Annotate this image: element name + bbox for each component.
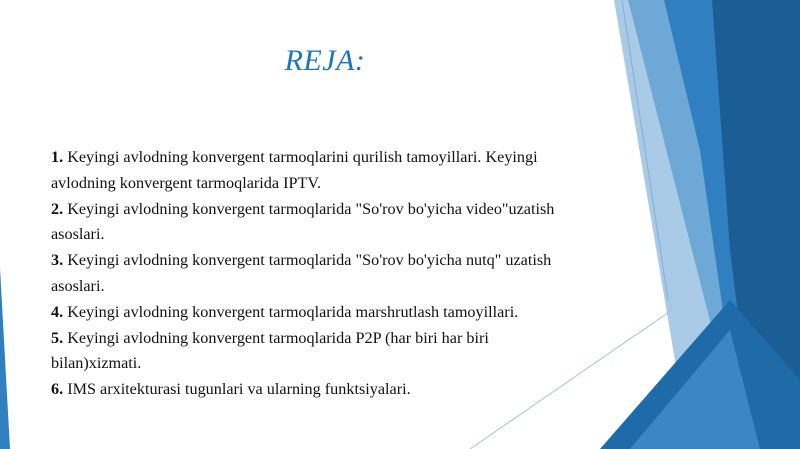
item-text: Keyingi avlodning konvergent tarmoqlarida "So'rov bo'yicha video"uzatish asoslari. [51,199,555,244]
item-number: 6. [51,380,64,399]
item-number: 3. [51,251,64,270]
agenda-item-5 [51,326,581,378]
item-number: 1. [51,148,64,166]
left-edge-accent-shape [0,268,10,449]
agenda-item-6 [51,377,581,403]
item-text: Keyingi avlodning konvergent tarmoqlarida marshrutlash tamoyillari. [67,302,519,321]
item-number: 5. [51,328,64,347]
agenda-list [51,145,581,403]
item-text: Keyingi avlodning konvergent tarmoqlarini qurilish tamoyillari. Keyingi avlodning konvergent tarmoqlarida IPTV. [51,148,538,192]
slide-title: REJA: [284,44,366,77]
item-text: Keyingi avlodning konvergent tarmoqlarida "So'rov bo'yicha nutq" uzatish asoslari. [51,251,552,295]
item-text: IMS arxitekturasi tugunlari va ularning funktsiyalari. [67,380,411,399]
item-number: 4. [51,302,64,321]
agenda-item-3 [51,248,581,300]
agenda-item-4 [51,300,581,326]
item-text: Keyingi avlodning konvergent tarmoqlarida P2P (har biri har biri bilan)xizmati. [51,328,489,373]
agenda-item-2 [51,197,581,249]
item-number: 2. [51,199,64,218]
agenda-item-1 [51,145,581,197]
